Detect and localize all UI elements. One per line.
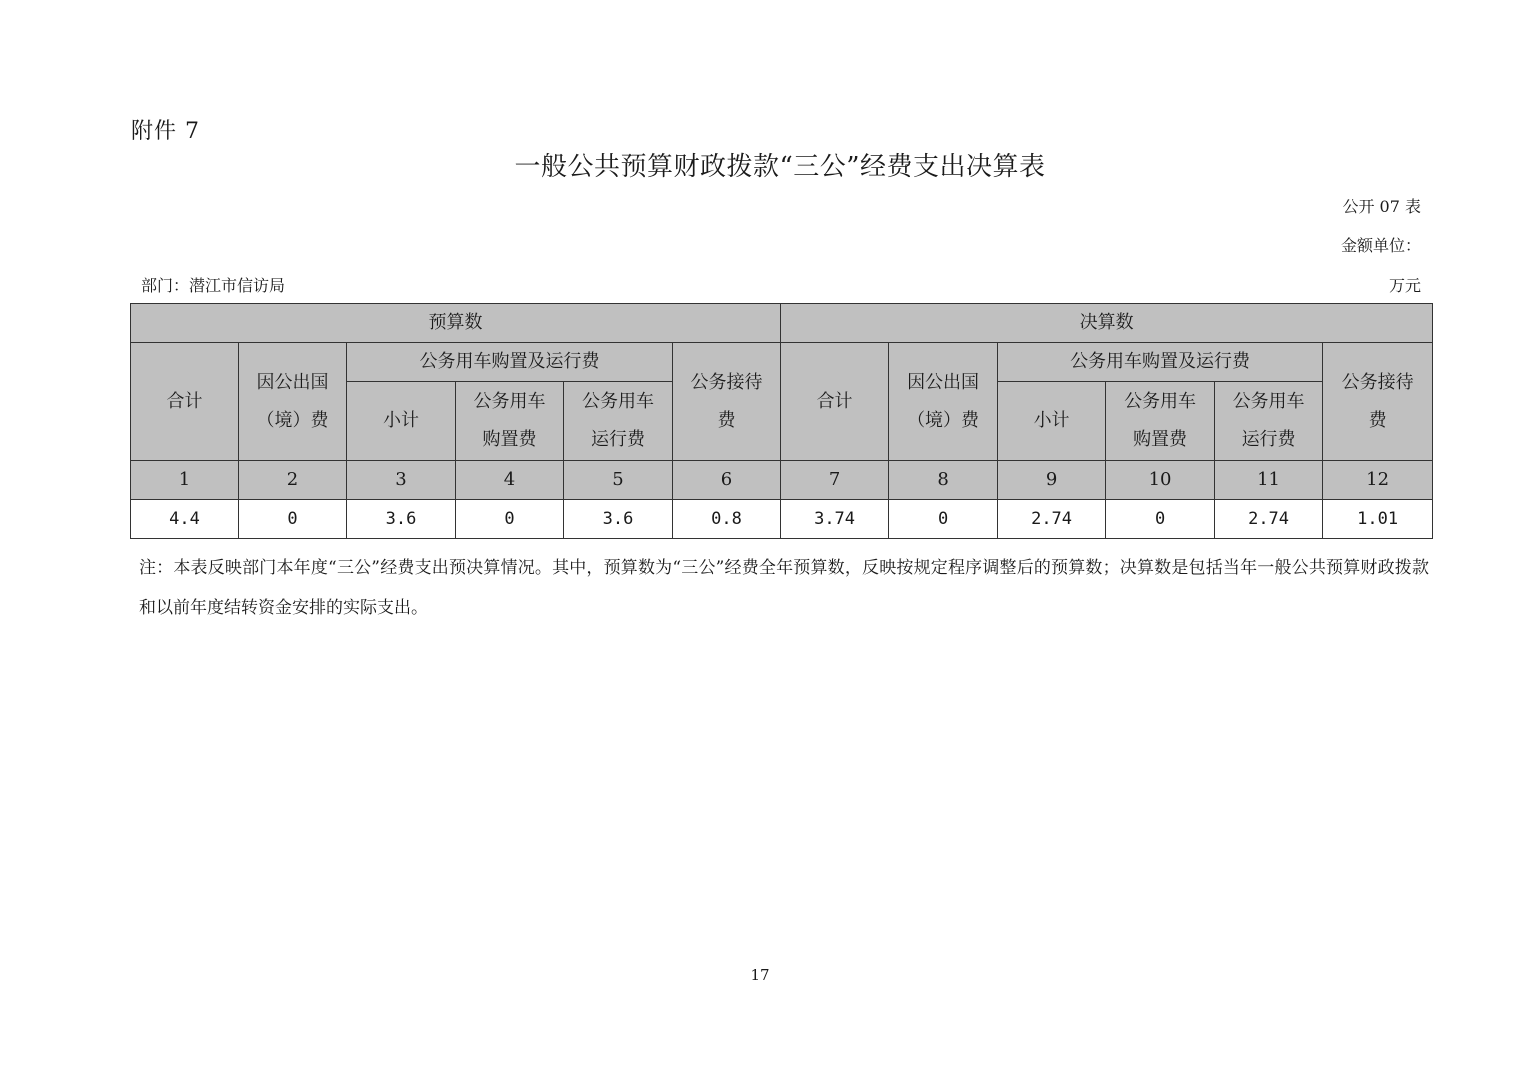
index-cell: 6	[673, 461, 781, 500]
page-title: 一般公共预算财政拨款“三公”经费支出决算表	[514, 152, 1046, 182]
col-final-subtotal: 小计	[998, 382, 1106, 461]
value-cell: 1.01	[1323, 500, 1433, 539]
attachment-label: 附件 7	[131, 119, 200, 144]
col-final-reception	[1323, 343, 1433, 461]
col-budget-vehicle-purchase-line1: 公务用车	[473, 391, 546, 412]
col-final-vehicle-purchase	[1106, 382, 1215, 461]
col-budget-reception-line1: 公务接待	[690, 371, 763, 393]
three-public-expenses-table	[130, 303, 1433, 539]
col-budget-reception	[673, 343, 781, 461]
col-final-reception-line2: 费	[1368, 409, 1387, 431]
col-budget-abroad-line1: 因公出国	[256, 371, 329, 393]
col-final-vehicle-purchase-line2: 购置费	[1133, 429, 1188, 450]
value-cell: 3.6	[347, 500, 456, 539]
value-cell: 0	[1106, 500, 1215, 539]
value-cell: 2.74	[1215, 500, 1323, 539]
index-cell: 10	[1106, 461, 1215, 500]
col-final-vehicle-group: 公务用车购置及运行费	[998, 343, 1323, 382]
index-cell: 9	[998, 461, 1106, 500]
col-budget-vehicle-purchase-line2: 购置费	[482, 429, 537, 450]
value-cell: 0	[456, 500, 564, 539]
value-cell: 4.4	[131, 500, 239, 539]
table-note: 注：本表反映部门本年度“三公”经费支出预决算情况。其中，预算数为“三公”经费全年预算数，反映按规定程序调整后的预算数；决算数是包括当年一般公共预算财政拨款和以前年度结转资金安排的实际支出。	[139, 558, 1429, 618]
index-cell: 2	[239, 461, 347, 500]
col-budget-vehicle-run-line1: 公务用车	[582, 391, 654, 412]
index-row	[131, 461, 1433, 500]
col-final-reception-line1: 公务接待	[1341, 371, 1414, 393]
value-cell: 0	[239, 500, 347, 539]
col-final-total: 合计	[781, 343, 889, 461]
col-budget-subtotal: 小计	[347, 382, 456, 461]
value-cell: 3.6	[564, 500, 673, 539]
values-row	[131, 500, 1433, 539]
department-label: 部门：潜江市信访局	[141, 276, 286, 295]
group-budget-header: 预算数	[131, 304, 781, 343]
col-final-vehicle-run	[1215, 382, 1323, 461]
col-budget-vehicle-run	[564, 382, 673, 461]
col-budget-abroad-line2: （境）费	[256, 409, 329, 431]
index-cell: 3	[347, 461, 456, 500]
index-cell: 8	[889, 461, 998, 500]
index-cell: 5	[564, 461, 673, 500]
col-budget-vehicle-purchase	[456, 382, 564, 461]
value-cell: 2.74	[998, 500, 1106, 539]
form-number: 公开 07 表	[1342, 197, 1421, 216]
value-cell: 0.8	[673, 500, 781, 539]
col-final-vehicle-run-line2: 运行费	[1241, 429, 1296, 450]
col-budget-abroad	[239, 343, 347, 461]
col-budget-vehicle-group: 公务用车购置及运行费	[347, 343, 673, 382]
index-cell: 7	[781, 461, 889, 500]
index-cell: 1	[131, 461, 239, 500]
col-budget-total: 合计	[131, 343, 239, 461]
amount-unit-label: 金额单位：	[1340, 236, 1421, 255]
index-cell: 11	[1215, 461, 1323, 500]
amount-unit-value: 万元	[1388, 276, 1421, 295]
col-final-vehicle-run-line1: 公务用车	[1232, 391, 1305, 412]
col-final-vehicle-purchase-line1: 公务用车	[1124, 391, 1197, 412]
col-budget-vehicle-run-line2: 运行费	[591, 429, 645, 450]
col-final-abroad-line1: 因公出国	[907, 371, 980, 393]
col-budget-reception-line2: 费	[717, 409, 736, 431]
col-final-abroad	[889, 343, 998, 461]
index-cell: 4	[456, 461, 564, 500]
page-number: 17	[750, 966, 770, 984]
index-cell: 12	[1323, 461, 1433, 500]
col-final-abroad-line2: （境）费	[907, 409, 980, 431]
group-final-header: 决算数	[781, 304, 1433, 343]
value-cell: 3.74	[781, 500, 889, 539]
value-cell: 0	[889, 500, 998, 539]
